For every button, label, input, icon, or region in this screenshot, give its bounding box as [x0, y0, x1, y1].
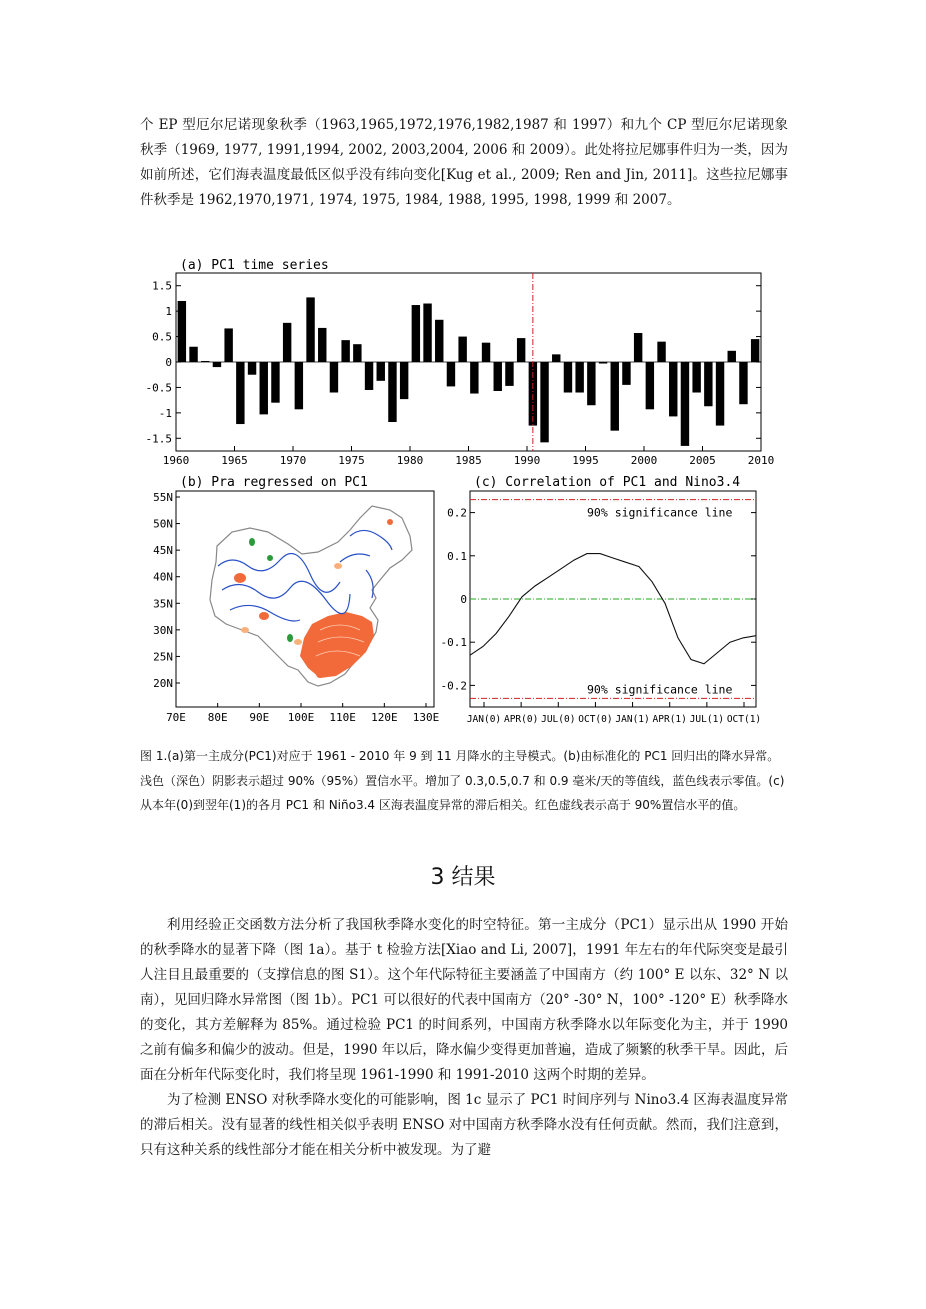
y-tick-label: 45N [153, 544, 173, 558]
pc1-bar [599, 362, 607, 364]
y-tick-label: 35N [153, 597, 173, 611]
x-tick-label: APR(0) [503, 714, 539, 725]
pc1-bar [634, 333, 642, 362]
x-tick-label: 1965 [221, 454, 248, 467]
pc1-bar [611, 362, 619, 431]
y-tick-label: 0.2 [447, 506, 467, 520]
pc1-bar [540, 362, 548, 442]
pc1-bar [236, 362, 244, 424]
pc1-bar [681, 362, 689, 446]
x-tick-label: 1980 [396, 454, 424, 467]
pc1-bar [669, 362, 677, 416]
section-heading: 3 结果 [430, 865, 496, 890]
x-tick-label: 80E [207, 711, 228, 724]
x-tick-label: 1960 [162, 454, 190, 467]
pc1-bar [704, 362, 712, 406]
pc1-bar [400, 362, 408, 399]
y-tick-label: 20N [153, 677, 173, 690]
wet-anomaly-patch [267, 555, 273, 561]
y-tick-label: 50N [153, 517, 173, 531]
anomaly-patch [241, 627, 249, 633]
pc1-bar [447, 362, 455, 386]
wet-anomaly-patch [249, 538, 255, 546]
pc1-bar [330, 362, 338, 393]
figure-b-title: (b) Pra regressed on PC1 [180, 475, 368, 490]
pc1-bar [248, 362, 256, 375]
pc1-bar [201, 361, 209, 362]
anomaly-patch [334, 563, 342, 569]
figure-c-correlation [440, 470, 792, 732]
pc1-bar [271, 362, 279, 403]
body-paragraph-1: 利用经验正交函数方法分析了我国秋季降水变化的时空特征。第一主成分（PC1）显示出从 1990 开始的秋季降水的显著下降（图 1a）。基于 t 检验方法[Xiao and Li, 2007]，1991 年左右的年代际突变是最引人注目且最重要的（支撑信息的图 S1）。这个年代际特征主要涵盖了中国南方（约 100° E 以东、32° N 以南），见回归降水异常图（图 1b）。PC1 可以很好的代表中国南方（20° -30° N，100° -120° E）秋季降水的变化，其方差解释为 85%。通过检验 PC1 的时间系列，中国南方秋季降水以年际变化为主，并于 1990 之前有偏多和偏少的波动。但是，1990 年以后，降水偏少变得更加普遍，造成了频繁的秋季干旱。因此，后面在分析年代际变化时，我们将呈现 1961-1990 和 1991-2010 这两个时期的差异。 [140, 917, 788, 1083]
pc1-bar [224, 328, 232, 362]
x-tick-label: 130E [412, 711, 440, 724]
x-tick-label: 1970 [279, 454, 307, 467]
pc1-bar [377, 362, 385, 381]
x-tick-label: 1975 [338, 454, 365, 467]
pc1-bar [646, 362, 654, 409]
y-tick-label: -1.5 [145, 432, 172, 446]
hainan-anomaly [316, 670, 324, 678]
y-tick-label: 0.1 [447, 549, 467, 563]
pc1-bar [692, 362, 700, 393]
pc1-bar [213, 362, 221, 367]
x-tick-label: 70E [166, 711, 186, 724]
significance-label-upper: 90% significance line [587, 505, 733, 520]
pc1-bar [341, 340, 349, 362]
x-tick-label: 1985 [455, 454, 482, 467]
pc1-bar [189, 347, 197, 362]
anomaly-patch [294, 639, 302, 645]
pc1-bar [388, 362, 396, 422]
pc1-bar [587, 362, 595, 405]
x-tick-label: 90E [249, 711, 270, 724]
pc1-bar [412, 305, 420, 362]
pc1-bar [505, 362, 513, 386]
pc1-bar [365, 362, 373, 390]
x-tick-label: 1990 [513, 454, 541, 467]
pc1-bar [470, 362, 478, 394]
y-tick-label: 1 [165, 305, 172, 319]
y-tick-label: 0.5 [152, 330, 172, 344]
y-tick-label: -0.2 [440, 679, 467, 693]
y-tick-label: 55N [153, 491, 173, 504]
x-tick-label: JAN(1) [615, 714, 650, 725]
pc1-bar [552, 354, 560, 362]
pc1-bar [494, 362, 502, 391]
x-tick-label: 2005 [689, 454, 716, 467]
x-tick-label: JUL(0) [541, 714, 576, 725]
y-tick-label: -0.5 [145, 381, 172, 395]
y-tick-label: -1 [158, 406, 172, 420]
anomaly-patch [387, 519, 393, 525]
y-tick-label: 1.5 [152, 279, 172, 293]
pc1-bar [728, 351, 736, 362]
pc1-bar [318, 328, 326, 362]
y-tick-label: 25N [153, 650, 173, 664]
pc1-bar [564, 362, 572, 393]
wet-anomaly-patch [287, 634, 293, 642]
pc1-bar [657, 342, 665, 362]
x-tick-label: 120E [371, 711, 398, 724]
body-text [140, 913, 788, 1163]
figure-a-pc1-time-series [140, 252, 780, 470]
pc1-bar [482, 343, 490, 362]
anomaly-patch [234, 573, 246, 583]
x-tick-label: 100E [287, 711, 315, 724]
y-tick-label: 0 [460, 593, 467, 606]
figure-b-regression-map [140, 470, 440, 730]
x-tick-label: 110E [329, 711, 356, 724]
y-tick-label: 30N [153, 623, 173, 637]
pc1-bar [517, 338, 525, 362]
significance-label-lower: 90% significance line [587, 682, 733, 697]
pc1-bar [178, 301, 186, 362]
pc1-bar [353, 344, 361, 362]
x-tick-label: JAN(0) [466, 714, 502, 725]
intro-paragraph: 个 EP 型厄尔尼诺现象秋季（1963,1965,1972,1976,1982,1987 和 1997）和九个 CP 型厄尔尼诺现象秋季（1969, 1977, 1991,1994, 2002, 2003,2004, 2006 和 2009）。此处将拉尼娜事件归为一类，因为如前所述，它们海表温度最低区似乎没有纬向变化[Kug et al., 2009; Ren and Jin, 2011]。这些拉尼娜事件秋季是 1962,1970,1971, 1974, 1975, 1984, 1988, 1995, 1998, 1999 和 2007。 [140, 117, 788, 208]
pc1-bar [458, 337, 466, 362]
x-tick-label: 2010 [747, 454, 775, 467]
pc1-bar [739, 362, 747, 404]
x-tick-label: JUL(1) [689, 714, 725, 725]
pc1-bar [622, 362, 630, 385]
pc1-bar [306, 297, 314, 362]
body-paragraph-2: 为了检测 ENSO 对秋季降水变化的可能影响，图 1c 显示了 PC1 时间序列与 Nino3.4 区海表温度异常的滞后相关。没有显著的线性相关似乎表明 ENSO 对中国南方秋季降水没有任何贡献。然而，我们注意到，只有这种关系的线性部分才能在相关分析中被发现。为了避 [140, 1092, 788, 1158]
y-tick-label: -0.1 [440, 636, 467, 650]
x-tick-label: OCT(1) [726, 714, 762, 725]
x-tick-label: OCT(0) [578, 714, 613, 725]
x-tick-label: 1995 [572, 454, 599, 467]
pc1-bar [716, 362, 724, 426]
pc1-bar [260, 362, 268, 414]
x-tick-label: 2000 [630, 454, 658, 467]
y-tick-label: 40N [153, 570, 173, 584]
figure-a-title: (a) PC1 time series [180, 258, 329, 273]
pc1-bar [751, 339, 759, 362]
pc1-bar [435, 320, 443, 362]
pc1-bar [295, 362, 303, 409]
pc1-bar [423, 304, 431, 362]
figure-caption: 图 1.(a)第一主成分(PC1)对应于 1961 - 2010 年 9 到 11 月降水的主导模式。(b)由标准化的 PC1 回归出的降水异常。浅色（深色）阴影表示超过 90%（95%）置信水平。增加了 0.3,0.5,0.7 和 0.9 毫米/天的等值线，蓝色线表示零值。(c)从本年(0)到翌年(1)的各月 PC1 和 Niño3.4 区海表温度异常的滞后相关。红色虚线表示高于 90%置信水平的值。 [140, 749, 785, 812]
pc1-bar [575, 362, 583, 393]
figure-c-title: (c) Correlation of PC1 and Nino3.4 [474, 475, 741, 490]
correlation-line [470, 554, 756, 664]
pc1-bar [283, 323, 291, 362]
anomaly-patch [259, 612, 269, 620]
y-tick-label: 0 [165, 356, 172, 369]
x-tick-label: APR(1) [652, 714, 687, 725]
